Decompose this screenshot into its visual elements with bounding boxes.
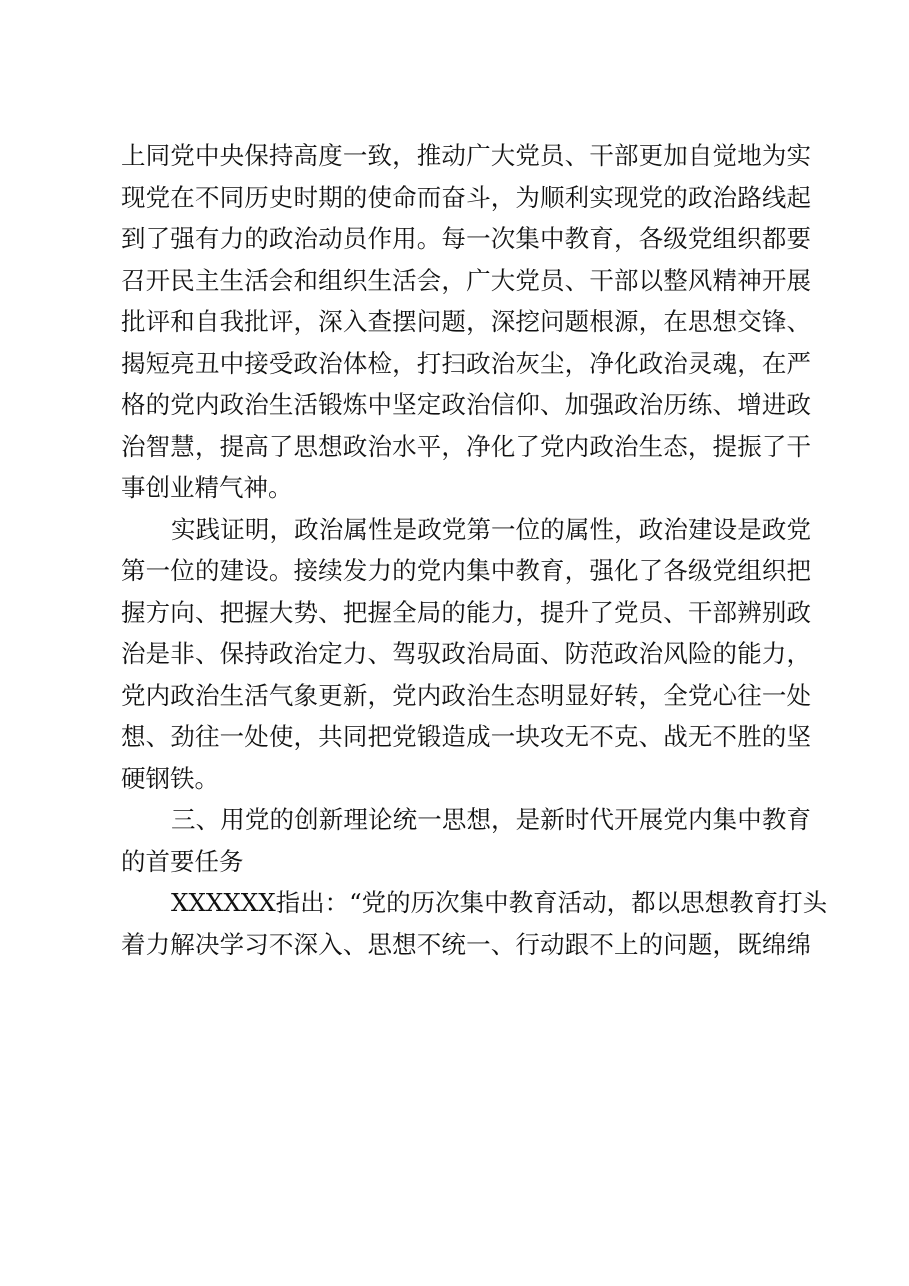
text-line: 党内政治生活气象更新，党内政治生态明显好转，全党心往一处	[121, 680, 811, 710]
heading-line: 三、用党的创新理论统一思想，是新时代开展党内集中教育	[171, 805, 811, 834]
text-line: 第一位的建设。接续发力的党内集中教育，强化了各级党组织把	[121, 556, 811, 585]
text-line: 召开民主生活会和组织生活会，广大党员、干部以整风精神开展	[121, 265, 811, 295]
text-line: 格的党内政治生活锻炼中坚定政治信仰、加强政治历练、增进政	[121, 390, 811, 419]
paragraph-2	[121, 509, 811, 800]
text-line: 想、劲往一处使，共同把党锻造成一块攻无不克、战无不胜的坚	[121, 722, 811, 751]
heading-line: 的首要任务	[121, 846, 244, 876]
paragraph-1	[121, 135, 811, 509]
text-line: 硬钢铁。	[121, 763, 219, 793]
document-body	[121, 135, 828, 965]
text-line: 揭短亮丑中接受政治体检，打扫政治灰尘，净化政治灵魂，在严	[121, 348, 811, 378]
text-line: 到了强有力的政治动员作用。每一次集中教育，各级党组织都要	[121, 224, 811, 253]
text-line: 批评和自我批评，深入查摆问题，深挖问题根源，在思想交锋、	[121, 307, 811, 336]
text-line: 事创业精气神。	[121, 473, 293, 502]
text-line: 着力解决学习不深入、思想不统一、行动跟不上的问题，既绵绵	[121, 929, 811, 959]
paragraph-4	[121, 882, 828, 965]
text-line: 实践证明，政治属性是政党第一位的属性，政治建设是政党	[171, 514, 811, 544]
text-line: XXXXXX指出：“党的历次集中教育活动，都以思想教育打头	[171, 888, 828, 917]
text-line: 上同党中央保持高度一致，推动广大党员、干部更加自觉地为实	[121, 141, 811, 170]
text-line: 握方向、把握大势、把握全局的能力，提升了党员、干部辨别政	[121, 597, 811, 627]
text-line: 治智慧，提高了思想政治水平，净化了党内政治生态，提振了干	[121, 431, 811, 461]
text-line: 现党在不同历史时期的使命而奋斗，为顺利实现党的政治路线起	[121, 182, 811, 212]
text-line: 治是非、保持政治定力、驾驭政治局面、防范政治风险的能力，	[121, 639, 811, 668]
section-heading-3	[121, 799, 811, 882]
